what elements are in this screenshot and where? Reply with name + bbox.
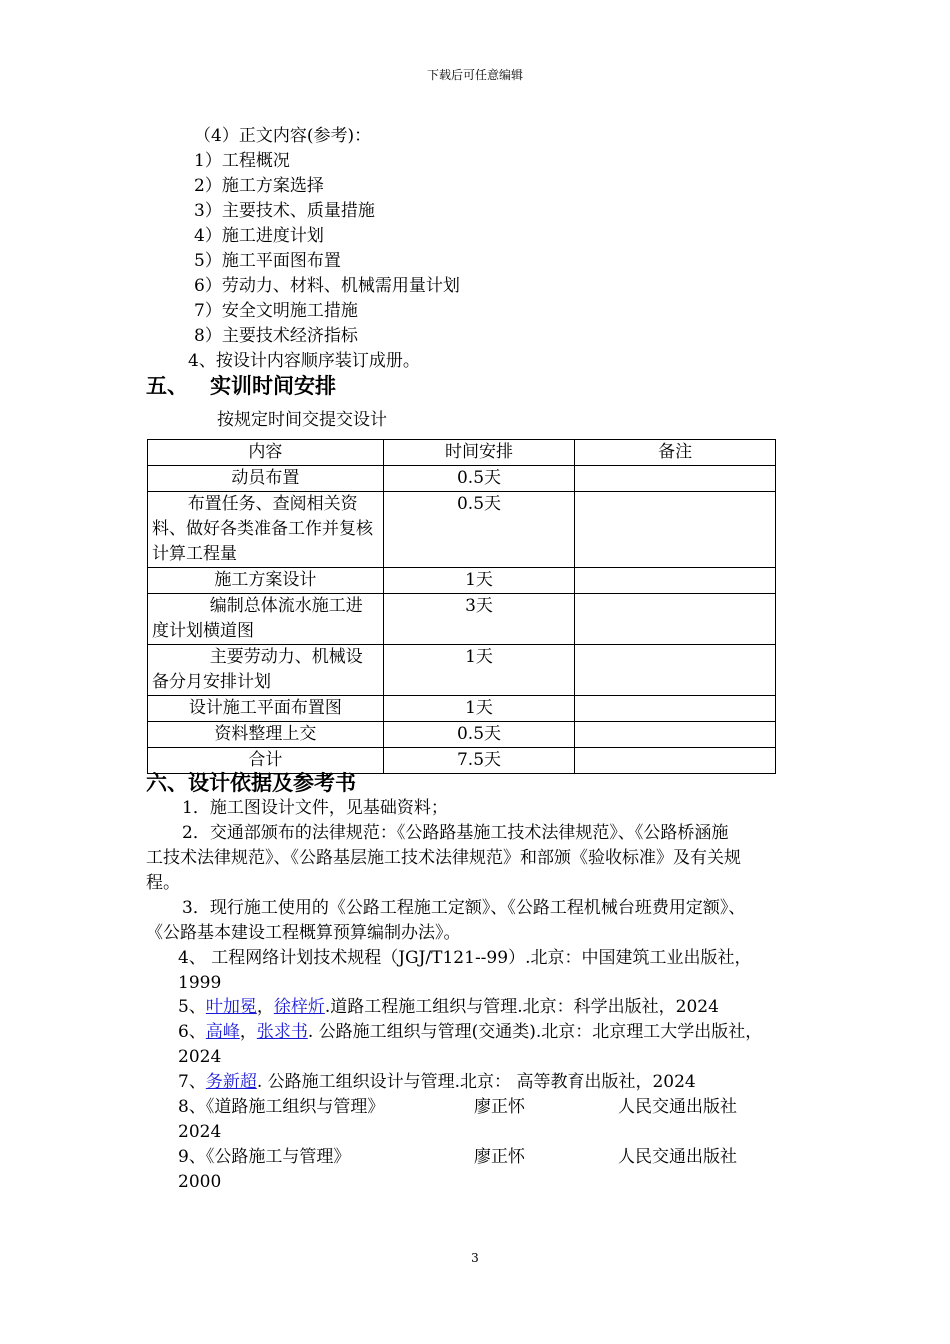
author-link-wu-xinchao[interactable]: 务新超 [205,1072,257,1092]
outline-item-1: 1）工程概况 [194,151,290,171]
author-link-zhang-qiushu[interactable]: 张求书 [256,1022,308,1042]
reference-9-title: 9、《公路施工与管理》 [178,1147,351,1167]
reference-8-title: 8、《道路施工组织与管理》 [178,1097,385,1117]
table-row [148,722,776,748]
author-link-xu-zixin[interactable]: 徐梓炘 [273,997,325,1017]
row-note [575,466,776,492]
row-time: 1天 [383,696,575,722]
reference-4-line1: 4、 工程网络计划技术规程（JGJ/T121--99）.北京：中国建筑工业出版社， [178,948,752,968]
page-number: 3 [471,1251,479,1265]
reference-6-separator: ， [239,1022,257,1042]
outline-item-3: 3）主要技术、质量措施 [194,201,375,221]
author-link-gao-feng[interactable]: 高峰 [205,1022,240,1042]
section6-heading: 六、设计依据及参考书 [146,771,356,795]
total-note [575,748,776,774]
row-content: 主要劳动力、机械设备分月安排计划 [148,645,384,696]
table-header-time: 时间安排 [383,440,575,466]
author-link-ye-jiamian[interactable]: 叶加冕 [205,997,257,1017]
outline-item-6: 6）劳动力、材料、机械需用量计划 [194,276,460,296]
table-row [148,466,776,492]
row-time: 0.5天 [383,466,575,492]
row-content: 施工方案设计 [148,568,384,594]
outline-item-4: 4）施工进度计划 [194,226,324,246]
reference-5-separator: ， [256,997,274,1017]
outline-item-2: 2）施工方案选择 [194,176,324,196]
total-label: 合计 [148,748,384,774]
outline-intro: （4）正文内容(参考)： [194,126,372,146]
row-time: 1天 [383,568,575,594]
page-header: 下载后可任意编辑 [426,68,523,82]
table-header-note: 备注 [575,440,776,466]
row-time: 0.5天 [383,492,575,568]
reference-5-rest: .道路工程施工组织与管理.北京：科学出版社，2024 [324,997,719,1017]
reference-5-prefix: 5、 [178,997,206,1017]
row-note [575,645,776,696]
table-row [148,594,776,645]
reference-3-line2: 《公路基本建设工程概算预算编制办法》。 [146,923,461,943]
reference-8-author: 廖正怀 [474,1097,525,1117]
row-note [575,594,776,645]
section5-heading [146,373,336,399]
reference-6-line2: 2024 [178,1047,222,1067]
reference-7-rest: . 公路施工组织设计与管理.北京： 高等教育出版社，2024 [256,1072,696,1092]
table-header-content: 内容 [148,440,384,466]
row-time: 1天 [383,645,575,696]
outline-item-8: 8）主要技术经济指标 [194,326,358,346]
outline-item-7: 7）安全文明施工措施 [194,301,358,321]
table-row [148,568,776,594]
reference-7 [178,1071,696,1093]
reference-8-publisher: 人民交通出版社 [618,1097,737,1117]
schedule-table [147,439,776,774]
row-time: 0.5天 [383,722,575,748]
reference-6-rest: . 公路施工组织与管理(交通类).北京：北京理工大学出版社， [307,1022,763,1042]
row-note [575,568,776,594]
reference-1: 1．施工图设计文件，见基础资料； [182,798,448,818]
reference-2-line3: 程。 [146,873,180,893]
row-content: 编制总体流水施工进度计划横道图 [148,594,384,645]
reference-2-line1: 2．交通部颁布的法律规范：《公路路基施工技术法律规范》、《公路桥涵施 [182,823,729,843]
reference-7-prefix: 7、 [178,1072,206,1092]
binding-note: 4、按设计内容顺序装订成册。 [188,351,420,371]
reference-6-prefix: 6、 [178,1022,206,1042]
reference-6-line1 [178,1021,762,1043]
reference-9-publisher: 人民交通出版社 [618,1147,737,1167]
row-time: 3天 [383,594,575,645]
total-time: 7.5天 [383,748,575,774]
section5-subtitle: 按规定时间交提交设计 [217,410,387,430]
table-row [148,696,776,722]
table-row [148,492,776,568]
row-content: 动员布置 [148,466,384,492]
outline-item-5: 5）施工平面图布置 [194,251,341,271]
table-row [148,645,776,696]
reference-4-line2: 1999 [178,973,222,993]
reference-9-author: 廖正怀 [474,1147,525,1167]
row-note [575,492,776,568]
reference-3-line1: 3．现行施工使用的《公路工程施工定额》、《公路工程机械台班费用定额》、 [182,898,746,918]
row-content: 布置任务、查阅相关资料、做好各类准备工作并复核计算工程量 [148,492,384,568]
row-content: 资料整理上交 [148,722,384,748]
reference-9-year: 2000 [178,1172,222,1192]
row-note [575,696,776,722]
reference-8-year: 2024 [178,1122,222,1142]
reference-5 [178,996,719,1018]
section5-title: 实训时间安排 [210,374,336,398]
row-content: 设计施工平面布置图 [148,696,384,722]
section5-number: 五、 [146,374,188,398]
reference-2-line2: 工技术法律规范》、《公路基层施工技术法律规范》和部颁《验收标准》及有关规 [146,848,741,868]
table-header-row [148,440,776,466]
row-note [575,722,776,748]
